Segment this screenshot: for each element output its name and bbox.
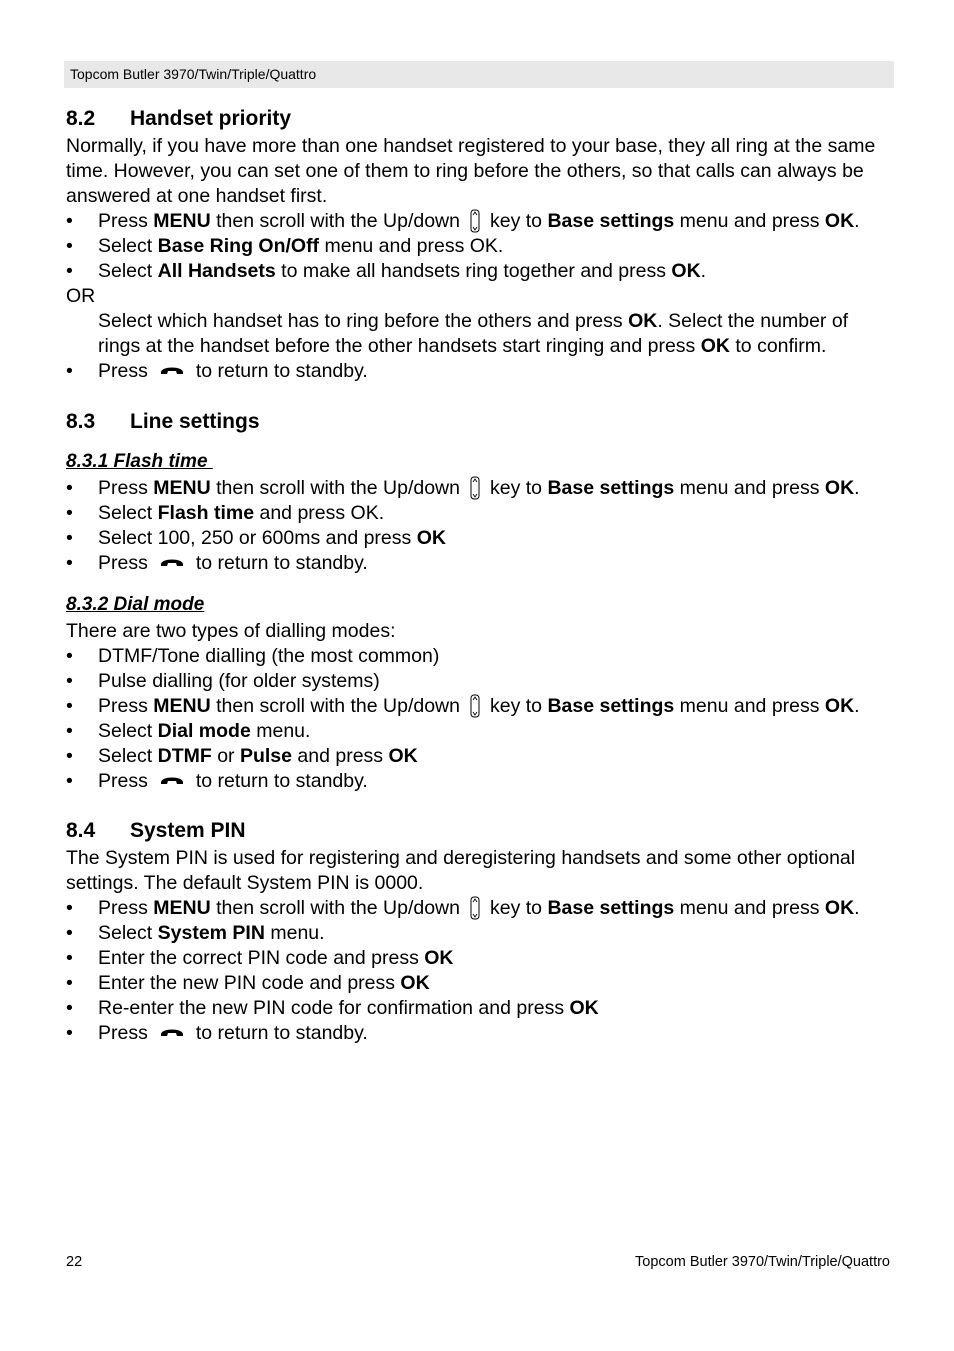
list-item: • Select System PIN menu. — [66, 921, 894, 946]
list-item: • DTMF/Tone dialling (the most common) — [66, 644, 894, 669]
phone-hangup-icon — [160, 774, 184, 786]
section-8-2-intro: Normally, if you have more than one handset registered to your base, they all ring at the same time. However, you can set one of them to ring before the others, so that calls can always be answered at one handset first. — [66, 135, 876, 207]
phone-hangup-icon — [160, 556, 184, 568]
list-item: • Press to return to standby. — [66, 1021, 894, 1046]
updown-key-icon — [470, 209, 480, 233]
list-item: • Press MENU then scroll with the Up/down key to Base settings menu and press OK. — [66, 694, 894, 719]
section-8-2-list — [66, 209, 894, 284]
list-item: • Select DTMF or Pulse and press OK — [66, 744, 894, 769]
phone-hangup-icon — [160, 1026, 184, 1038]
list-item: • Select Base Ring On/Off menu and press OK. — [66, 234, 894, 259]
phone-hangup-icon — [160, 364, 184, 376]
list-item: • Press MENU then scroll with the Up/down key to Base settings menu and press OK. — [66, 476, 894, 501]
section-8-2-alternative: Select which handset has to ring before the others and press OK. Select the number of rings at the handset before the other handsets start ringing and press OK to confirm. — [98, 310, 849, 357]
list-item: • Pulse dialling (for older systems) — [66, 669, 894, 694]
page-number: 22 — [66, 1254, 83, 1270]
list-item: • Select Dial mode menu. — [66, 719, 894, 744]
section-8-3-heading: 8.3 Line settings — [66, 410, 260, 433]
header-title: Topcom Butler 3970/Twin/Triple/Quattro — [70, 66, 317, 82]
list-item: • Select All Handsets to make all handsets ring together and press OK. — [66, 259, 894, 284]
list-item: • Press to return to standby. — [66, 551, 894, 576]
list-item: • Press MENU then scroll with the Up/down key to Base settings menu and press OK. — [66, 209, 894, 234]
section-8-3-1-list — [66, 476, 894, 576]
section-8-3-2-list — [66, 644, 894, 794]
list-item: • Re-enter the new PIN code for confirmation and press OK — [66, 996, 894, 1021]
list-item: • Enter the new PIN code and press OK — [66, 971, 894, 996]
or-label: OR — [66, 285, 96, 307]
page-content — [66, 104, 894, 1046]
list-item: • Enter the correct PIN code and press OK — [66, 946, 894, 971]
list-item: • Press MENU then scroll with the Up/down key to Base settings menu and press OK. — [66, 896, 894, 921]
updown-key-icon — [470, 694, 480, 718]
section-8-2-heading: 8.2 Handset priority — [66, 107, 292, 130]
section-8-3-2-heading: 8.3.2 Dial mode — [66, 594, 205, 615]
section-8-4-intro: The System PIN is used for registering and deregistering handsets and some other optional settings. The default System PIN is 0000. — [66, 847, 856, 894]
list-item: • Select 100, 250 or 600ms and press OK — [66, 526, 894, 551]
page-header — [64, 61, 894, 88]
footer-title: Topcom Butler 3970/Twin/Triple/Quattro — [635, 1254, 890, 1270]
list-item: • Press to return to standby. — [66, 359, 894, 384]
section-8-4-list — [66, 896, 894, 1046]
list-item: • Press to return to standby. — [66, 769, 894, 794]
updown-key-icon — [470, 896, 480, 920]
section-8-3-1-heading: 8.3.1 Flash time — [66, 451, 213, 472]
updown-key-icon — [470, 476, 480, 500]
list-item: • Select Flash time and press OK. — [66, 501, 894, 526]
section-8-4-heading: 8.4 System PIN — [66, 819, 246, 842]
section-8-3-2-intro: There are two types of dialling modes: — [66, 620, 396, 642]
